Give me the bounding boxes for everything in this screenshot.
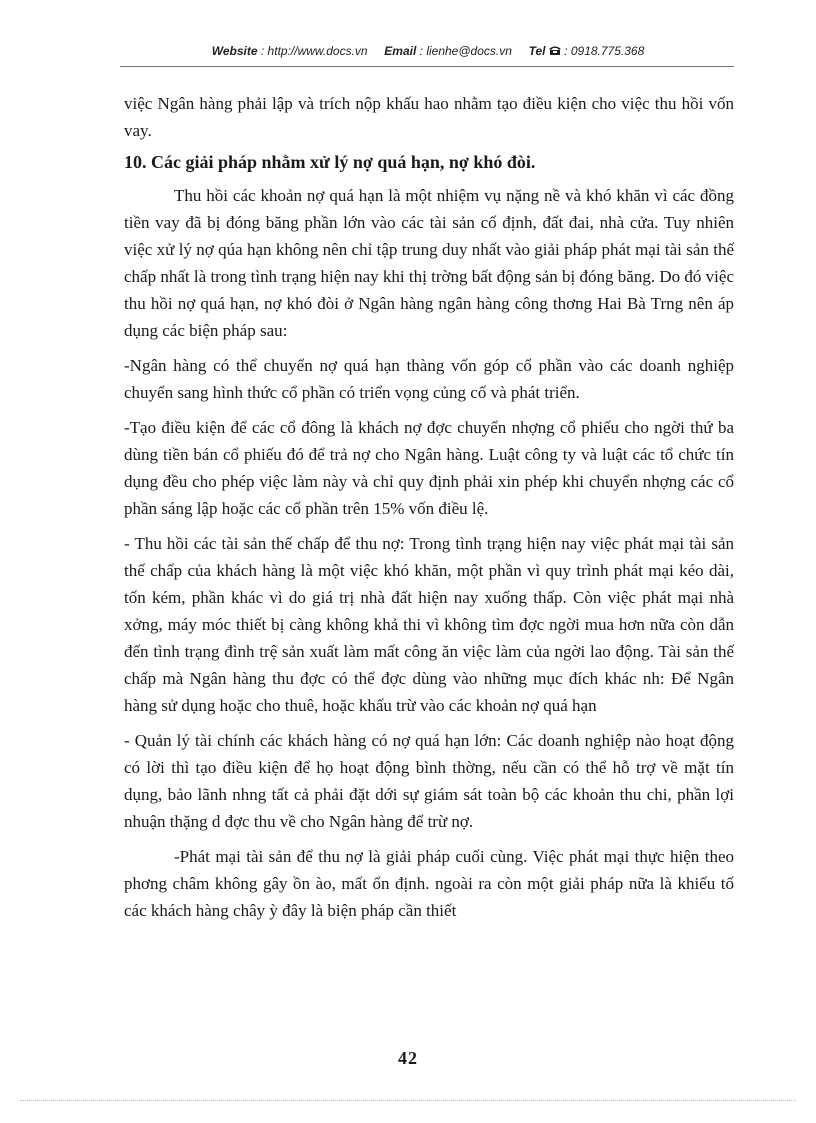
website-label: Website (211, 44, 258, 58)
paragraph-4: - Thu hồi các tài sản thế chấp để thu nợ: Trong tình trạng hiện nay việc phát mại tài sản thế chấp của khách hàng là một việc khó khăn, một phần vì quy trình phát mại kéo dài, tốn kém, phần khác vì do giá trị nhà đất hiện nay xuống thấp. Còn việc phát mại nhà xởng, máy móc thiết bị càng không khả thi vì không tìm đợc ngời mua hơn nữa còn dẫn đến tình trạng đình trệ sản xuất làm mất công ăn việc làm của ngời lao động. Tài sản thế chấp mà Ngân hàng thu đợc có thể đợc dùng vào những mục đích khác nh: Để Ngân hàng sử dụng hoặc cho thuê, hoặc khấu trừ vào các khoản nợ quá hạn (124, 534, 734, 715)
header-divider (120, 66, 734, 67)
phone-icon (549, 44, 564, 58)
section-heading: 10. Các giải pháp nhằm xử lý nợ quá hạn, nợ khó đòi. (124, 152, 536, 172)
paragraph-6: -Phát mại tài sản để thu nợ là giải pháp cuối cùng. Việc phát mại thực hiện theo phơng châm không gây ồn ào, mất ổn định. ngoài ra còn một giải pháp nữa là khiếu tố các khách hàng chây ỳ đây là biện pháp cần thiết (124, 847, 734, 920)
paragraph-intro: việc Ngân hàng phải lập và trích nộp khấu hao nhằm tạo điều kiện cho việc thu hồi vốn vay. (124, 94, 734, 140)
email-label: Email (384, 44, 417, 58)
tel-value: : 0918.775.368 (564, 44, 645, 58)
page-header (120, 44, 736, 58)
footer-divider (20, 1100, 796, 1101)
paragraph-2: -Ngân hàng có thể chuyển nợ quá hạn thàng vốn góp cổ phần vào các doanh nghiệp chuyển sang hình thức cổ phần có triển vọng củng cố và phát triển. (124, 356, 734, 402)
paragraph-3: -Tạo điều kiện để các cổ đông là khách nợ đợc chuyển nhợng cổ phiếu cho ngời thứ ba dùng tiền bán cổ phiếu đó để trả nợ cho Ngân hàng. Luật công ty và luật các tổ chức tín dụng đều cho phép việc làm này và chỉ quy định phải xin phép khi chuyển nhợng các cổ phần sáng lập hoặc các cổ phần trên 15% vốn điều lệ. (124, 418, 734, 518)
paragraph-5: - Quản lý tài chính các khách hàng có nợ quá hạn lớn: Các doanh nghiệp nào hoạt động có lời thì tạo điều kiện để họ hoạt động bình thờng, nếu cần có thể hỗ trợ về mặt tín dụng, bảo lãnh nhng tất cả phải đặt dới sự giám sát toàn bộ các khoản thu chi, phần lợi nhuận thặng d đợc thu về cho Ngân hàng để trừ nợ. (124, 731, 734, 831)
main-content (124, 90, 734, 932)
paragraph-1: Thu hồi các khoản nợ quá hạn là một nhiệm vụ nặng nề và khó khăn vì các đồng tiền vay đã bị đóng băng phần lớn vào các tài sản cố định, đất đai, nhà cửa. Tuy nhiên việc xử lý nợ qúa hạn không nên chỉ tập trung duy nhất vào giải pháp phát mại tài sản thế chấp nhất là trong tình trạng hiện nay khi thị trờng bất động sản bị đóng băng. Do đó việc thu hồi nợ quá hạn, nợ khó đòi ở Ngân hàng ngân hàng công thơng Hai Bà Trng nên áp dụng các biện pháp sau: (124, 186, 734, 340)
website-value: : http://www.docs.vn (260, 44, 368, 58)
email-value: : lienhe@docs.vn (419, 44, 512, 58)
tel-label: Tel (528, 44, 546, 58)
page-number: 42 (398, 1048, 418, 1068)
